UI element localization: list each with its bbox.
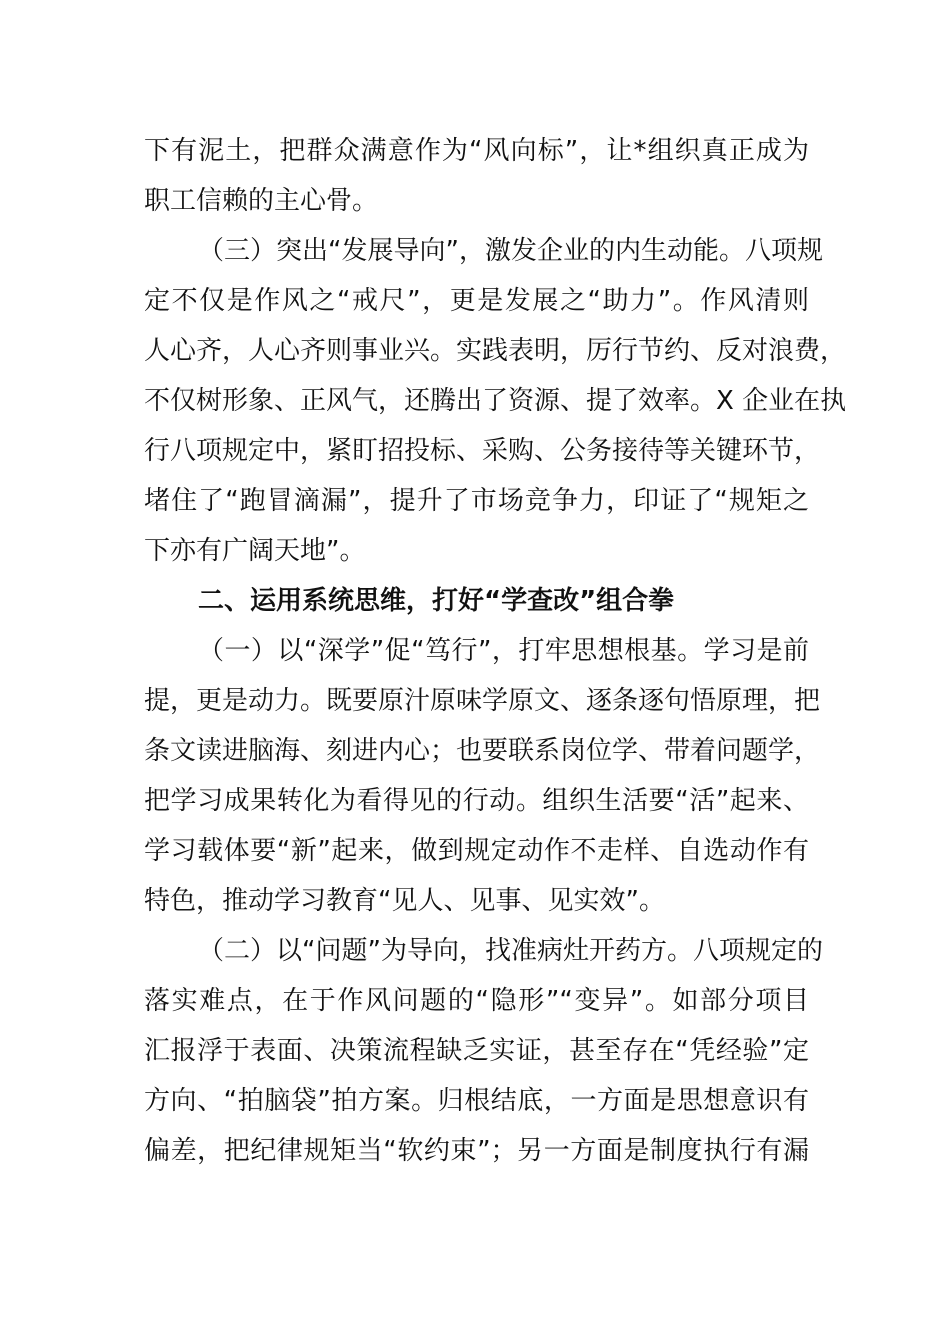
text-line: 提，更是动力。既要原汁原味学原文、逐条逐句悟原理，把: [144, 686, 821, 716]
text-line: 偏差，把纪律规矩当“软约束”；另一方面是制度执行有漏: [144, 1136, 809, 1166]
text-line: 不仅树形象、正风气，还腾出了资源、提了效率。X 企业在执: [144, 386, 847, 416]
text-line: 把学习成果转化为看得见的行动。组织生活要“活”起来、: [144, 786, 809, 816]
text-line: 方向、“拍脑袋”拍方案。归根结底，一方面是思想意识有: [144, 1086, 809, 1116]
text-line: 落实难点，在于作风问题的“隐形”“变异”。如部分项目: [144, 986, 809, 1016]
text-line: 特色，推动学习教育“见人、见事、见实效”。: [144, 886, 665, 916]
text-line: 职工信赖的主心骨。: [144, 186, 379, 216]
text-line: 下有泥土，把群众满意作为“风向标”，让*组织真正成为: [144, 136, 809, 166]
text-line: 行八项规定中，紧盯招投标、采购、公务接待等关键环节，: [144, 436, 821, 466]
document-body: [144, 126, 847, 1176]
text-line: 堵住了“跑冒滴漏”，提升了市场竞争力，印证了“规矩之: [144, 486, 809, 516]
text-line: 条文读进脑海、刻进内心；也要联系岗位学、带着问题学，: [144, 736, 821, 766]
text-line: 汇报浮于表面、决策流程缺乏实证，甚至存在“凭经验”定: [144, 1036, 809, 1066]
text-line: 学习载体要“新”起来，做到规定动作不走样、自选动作有: [144, 836, 809, 866]
paragraph-start-line: （三）突出“发展导向”，激发企业的内生动能。八项规: [198, 236, 823, 266]
text-line: 定不仅是作风之“戒尺”，更是发展之“助力”。作风清则: [144, 286, 809, 316]
section-heading: 二、运用系统思维，打好“学查改”组合拳: [198, 586, 675, 616]
text-line: 人心齐，人心齐则事业兴。实践表明，厉行节约、反对浪费，: [144, 336, 847, 366]
paragraph-start-line: （二）以“问题”为导向，找准病灶开药方。八项规定的: [198, 936, 823, 966]
text-line: 下亦有广阔天地”。: [144, 536, 366, 566]
paragraph-start-line: （一）以“深学”促“笃行”，打牢思想根基。学习是前: [198, 636, 809, 666]
